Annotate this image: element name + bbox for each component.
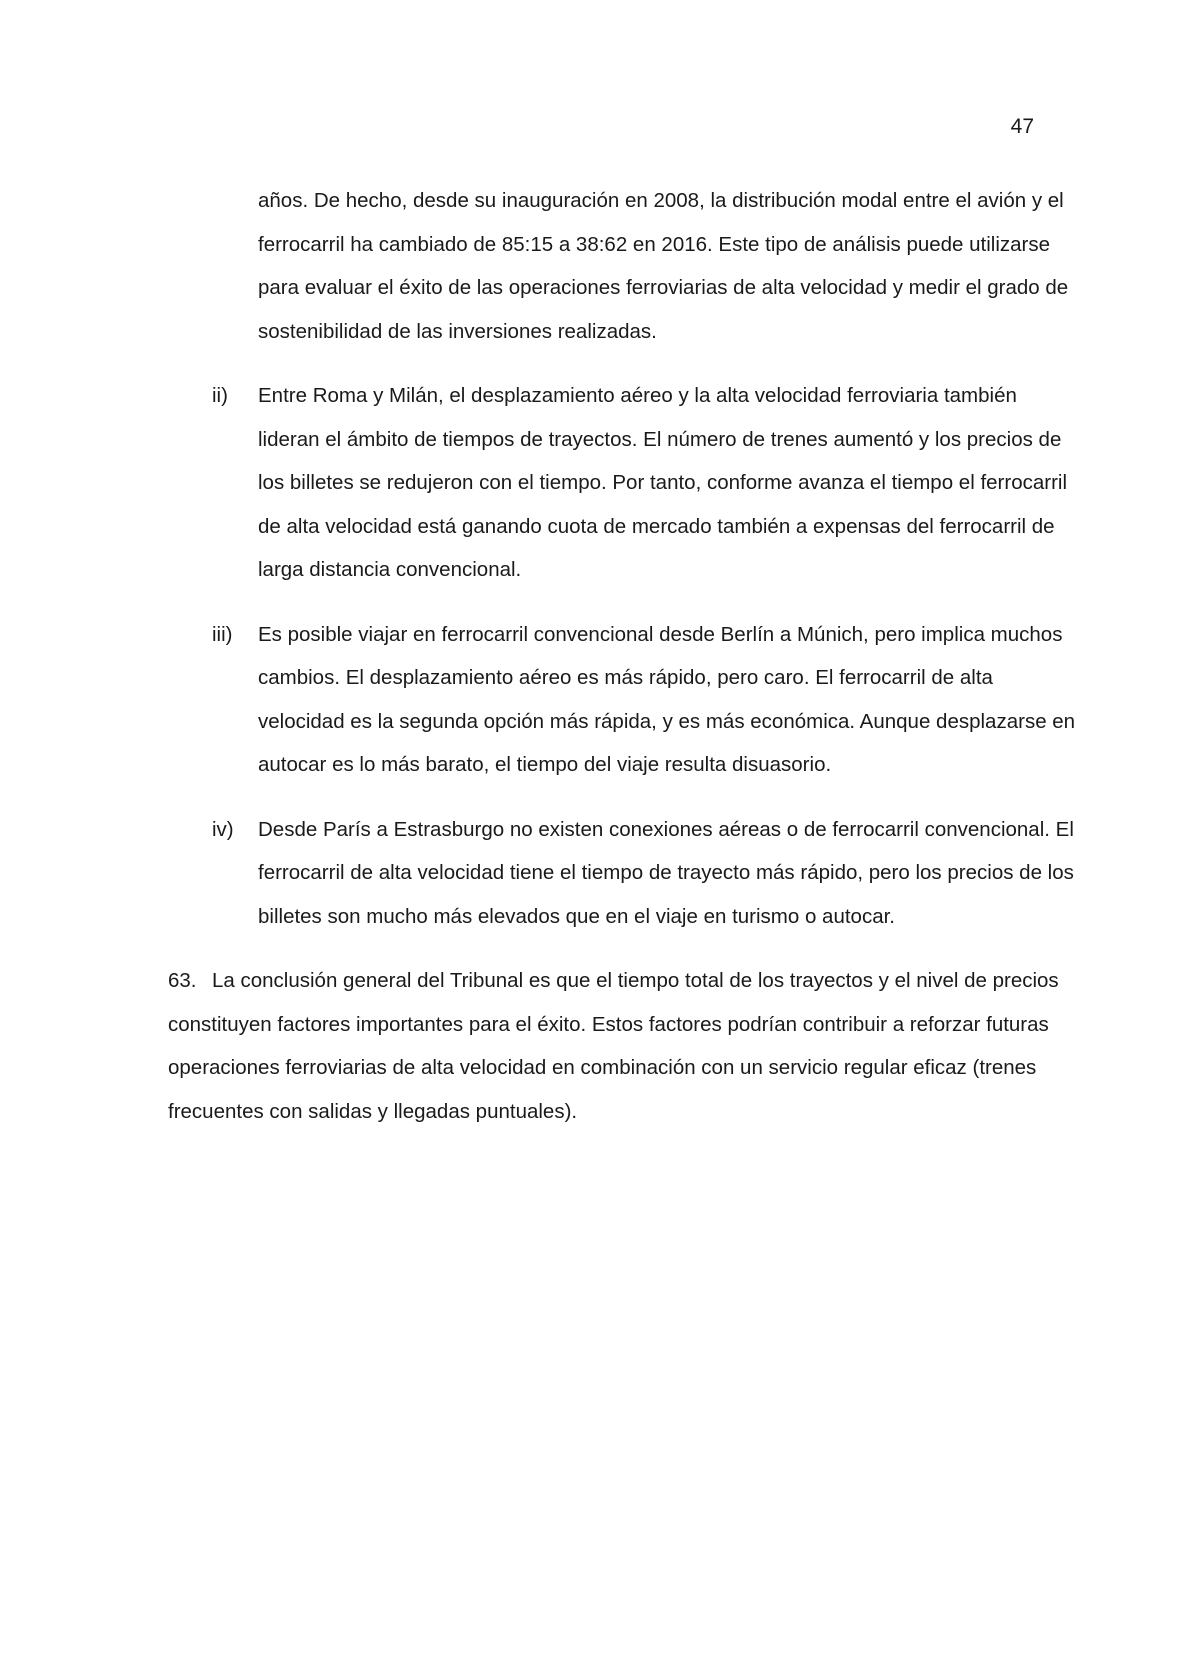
paragraph-63 <box>168 959 1063 1133</box>
page-number: 47 <box>1010 115 1034 138</box>
paragraph-text: La conclusión general del Tribunal es que el tiempo total de los trayectos y el nivel de precios constituyen factores importantes para el éxito. Estos factores podrían contribuir a reforzar futuras operaciones ferroviarias de alta velocidad en combinación con un servicio regular eficaz (trenes frecuentes con salidas y llegadas puntuales). <box>168 969 1059 1123</box>
list-marker: iv) <box>212 817 234 841</box>
list-item-iii <box>212 613 1078 787</box>
paragraph-number: 63. <box>168 969 197 992</box>
list-item-text: Es posible viajar en ferrocarril convencional desde Berlín a Múnich, pero implica muchos cambios. El desplazamiento aéreo es más rápido, pero caro. El ferrocarril de alta velocidad es la segunda opción más rápida, y es más económica. Aunque desplazarse en autocar es lo más barato, el tiempo del viaje resulta disuasorio. <box>258 622 1076 776</box>
document-body <box>168 179 1076 1133</box>
list-marker: ii) <box>212 384 228 407</box>
list-item-iv <box>212 808 1078 939</box>
list-item-text: Desde París a Estrasburgo no existen conexiones aéreas o de ferrocarril convencional. El ferrocarril de alta velocidad tiene el tiempo de trayecto más rápido, pero los precios de los billetes son mucho más elevados que en el viaje en turismo o autocar. <box>258 817 1074 928</box>
list-item-text: Entre Roma y Milán, el desplazamiento aéreo y la alta velocidad ferroviaria también lideran el ámbito de tiempos de trayectos. El número de trenes aumentó y los precios de los billetes se redujeron con el tiempo. Por tanto, conforme avanza el tiempo el ferrocarril de alta velocidad está ganando cuota de mercado también a expensas del ferrocarril de larga distancia convencional. <box>258 384 1068 581</box>
continuation-paragraph: años. De hecho, desde su inauguración en 2008, la distribución modal entre el avión y el ferrocarril ha cambiado de 85:15 a 38:62 en 2016. Este tipo de análisis puede utilizarse para evaluar el éxito de las operaciones ferroviarias de alta velocidad y medir el grado de sostenibilidad de las inversiones realizadas. <box>258 189 1069 343</box>
indented-section <box>168 179 1078 938</box>
list-item-ii <box>212 374 1078 592</box>
list-marker: iii) <box>212 622 233 646</box>
